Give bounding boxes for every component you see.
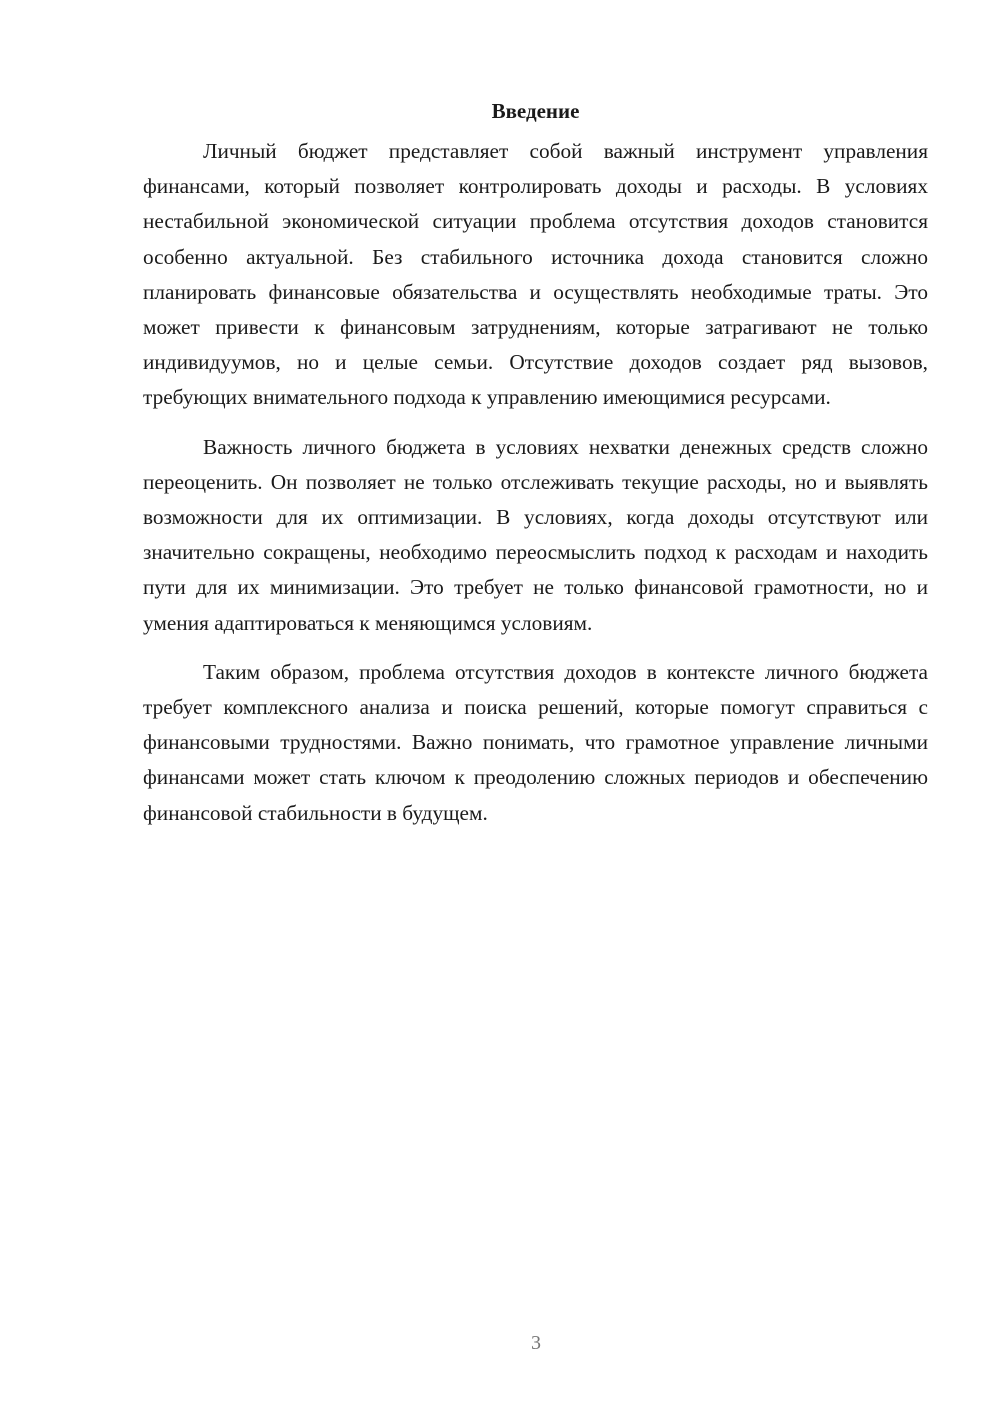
paragraph-1: Личный бюджет представляет собой важный инструмент управления финансами, который позволяет контролировать доходы и расходы. В условиях нестабильной экономической ситуации проблема отсутствия доходов становится особенно актуальной. Без стабильного источника дохода становится сложно планировать финансовые обязательства и осуществлять необходимые траты. Это может привести к финансовым затруднениям, которые затрагивают не только индивидуумов, но и целые семьи. Отсутствие доходов создает ряд вызовов, требующих внимательного подхода к управлению имеющимися ресурсами. [143,139,928,410]
paragraph-2: Важность личного бюджета в условиях нехватки денежных средств сложно переоценить. Он позволяет не только отслеживать текущие расходы, но и выявлять возможности для их оптимизации. В условиях, когда доходы отсутствуют или значительно сокращены, необходимо переосмыслить подход к расходам и находить пути для их минимизации. Это требует не только финансовой грамотности, но и умения адаптироваться к меняющимся условиям. [143,434,928,635]
section-heading: Введение [491,99,580,123]
page-number: 3 [531,1332,541,1354]
paragraph-3: Таким образом, проблема отсутствия доходов в контексте личного бюджета требует комплексного анализа и поиска решений, которые помогут справиться с финансовыми трудностями. Важно понимать, что грамотное управление личными финансами может стать ключом к преодолению сложных периодов и обеспечению финансовой стабильности в будущем. [143,659,928,825]
page-content [143,93,928,845]
